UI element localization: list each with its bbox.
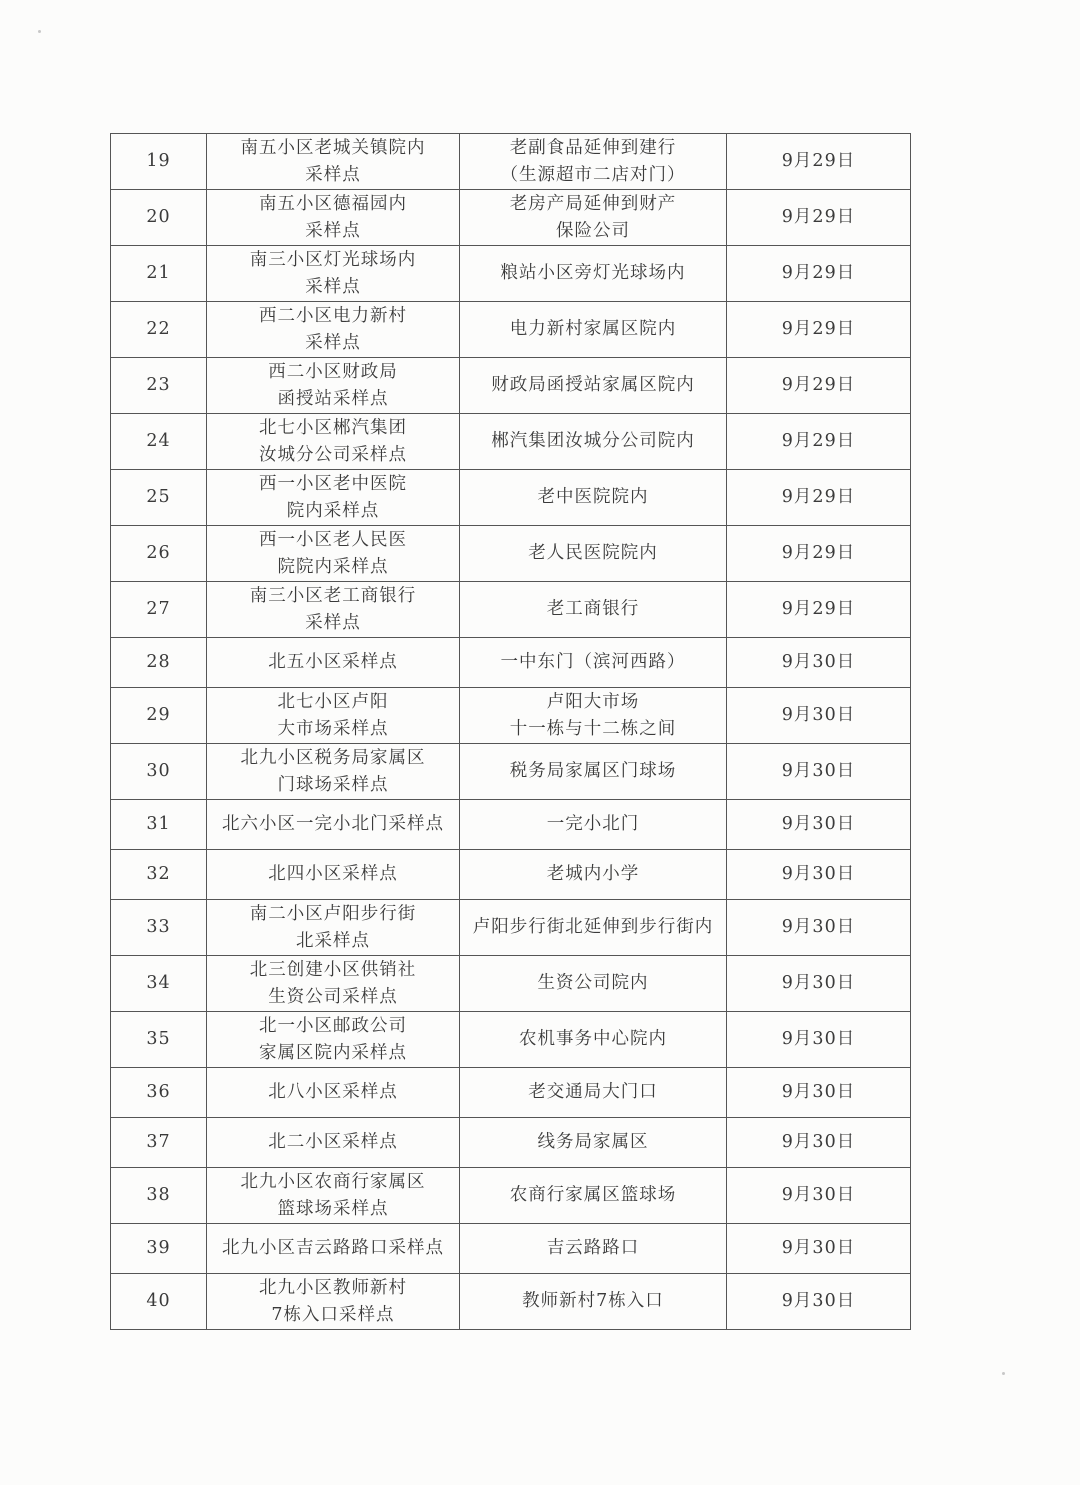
site-location-cell	[460, 582, 727, 638]
site-location-line: （生源超市二店对门）	[500, 164, 686, 185]
row-number: 33	[111, 900, 207, 956]
site-name-line: 北七小区郴汽集团	[259, 417, 407, 438]
site-name-line: 西一小区老人民医	[259, 529, 407, 550]
site-name-line: 北九小区税务局家属区	[240, 747, 426, 768]
site-location-line: 老房产局延伸到财产	[509, 193, 677, 214]
site-location-line: 粮站小区旁灯光球场内	[500, 263, 686, 283]
site-location-line: 吉云路路口	[546, 1238, 640, 1258]
sampling-date: 9月29日	[727, 302, 911, 358]
site-name-line: 南五小区老城关镇院内	[240, 137, 426, 158]
row-number: 38	[111, 1168, 207, 1224]
row-number: 27	[111, 582, 207, 638]
site-name-cell	[207, 900, 460, 956]
site-name-line: 北七小区卢阳	[277, 691, 389, 712]
site-location-line: 老交通局大门口	[528, 1082, 658, 1102]
site-location-cell	[460, 688, 727, 744]
site-location-cell	[460, 470, 727, 526]
site-location-line: 老城内小学	[546, 864, 640, 884]
table-row	[111, 1274, 911, 1330]
site-name-line: 西一小区老中医院	[259, 473, 407, 494]
site-name-cell	[207, 1012, 460, 1068]
site-name-cell	[207, 526, 460, 582]
site-location-cell	[460, 638, 727, 688]
site-name-line: 南三小区灯光球场内	[249, 249, 417, 270]
site-name-line: 北五小区采样点	[268, 652, 398, 672]
sampling-date: 9月30日	[727, 900, 911, 956]
site-name-line: 南三小区老工商银行	[249, 585, 417, 606]
table-body	[111, 134, 911, 1330]
site-name-line: 西二小区电力新村	[259, 305, 407, 326]
site-location-line: 郴汽集团汝城分公司院内	[491, 431, 695, 451]
site-location-line: 财政局函授站家属区院内	[491, 375, 695, 395]
site-location-cell	[460, 1068, 727, 1118]
site-location-cell	[460, 850, 727, 900]
row-number: 36	[111, 1068, 207, 1118]
row-number: 37	[111, 1118, 207, 1168]
site-name-line: 采样点	[305, 164, 361, 185]
sampling-date: 9月30日	[727, 800, 911, 850]
site-location-line: 税务局家属区门球场	[509, 761, 677, 781]
site-name-cell	[207, 470, 460, 526]
site-location-line: 老副食品延伸到建行	[509, 137, 677, 158]
sampling-date: 9月30日	[727, 1012, 911, 1068]
sampling-date: 9月30日	[727, 850, 911, 900]
row-number: 26	[111, 526, 207, 582]
site-name-cell	[207, 688, 460, 744]
site-name-line: 西二小区财政局	[268, 361, 398, 382]
site-name-line: 北四小区采样点	[268, 864, 398, 884]
site-location-line: 生资公司院内	[537, 973, 649, 993]
sampling-date: 9月30日	[727, 1274, 911, 1330]
site-location-cell	[460, 246, 727, 302]
site-location-cell	[460, 1118, 727, 1168]
table-row	[111, 744, 911, 800]
row-number: 29	[111, 688, 207, 744]
site-location-line: 老中医院院内	[537, 487, 649, 507]
site-name-line: 北九小区教师新村	[259, 1277, 407, 1298]
site-name-line: 北二小区采样点	[268, 1132, 398, 1152]
site-name-cell	[207, 134, 460, 190]
site-name-cell	[207, 800, 460, 850]
site-location-cell	[460, 302, 727, 358]
site-location-cell	[460, 900, 727, 956]
table-row	[111, 246, 911, 302]
sampling-date: 9月30日	[727, 1168, 911, 1224]
row-number: 32	[111, 850, 207, 900]
sampling-date: 9月29日	[727, 582, 911, 638]
site-location-line: 老工商银行	[546, 599, 640, 619]
sampling-date: 9月30日	[727, 744, 911, 800]
row-number: 24	[111, 414, 207, 470]
row-number: 23	[111, 358, 207, 414]
table-row	[111, 358, 911, 414]
site-location-cell	[460, 414, 727, 470]
table-row	[111, 134, 911, 190]
site-name-line: 采样点	[305, 220, 361, 241]
row-number: 30	[111, 744, 207, 800]
site-name-line: 北采样点	[296, 930, 370, 951]
sampling-date: 9月30日	[727, 688, 911, 744]
row-number: 28	[111, 638, 207, 688]
site-location-line: 卢阳步行街北延伸到步行街内	[472, 917, 714, 937]
site-name-line: 采样点	[305, 332, 361, 353]
site-name-cell	[207, 414, 460, 470]
sampling-date: 9月29日	[727, 190, 911, 246]
site-name-line: 门球场采样点	[277, 774, 389, 795]
site-location-cell	[460, 800, 727, 850]
row-number: 31	[111, 800, 207, 850]
site-name-line: 北八小区采样点	[268, 1082, 398, 1102]
table-row	[111, 470, 911, 526]
site-name-cell	[207, 744, 460, 800]
site-location-cell	[460, 358, 727, 414]
sampling-date: 9月29日	[727, 414, 911, 470]
site-name-line: 采样点	[305, 612, 361, 633]
row-number: 20	[111, 190, 207, 246]
site-name-cell	[207, 1068, 460, 1118]
site-location-cell	[460, 1224, 727, 1274]
site-location-line: 农机事务中心院内	[519, 1029, 667, 1049]
table-row	[111, 1168, 911, 1224]
scan-speck	[1002, 1372, 1005, 1375]
row-number: 22	[111, 302, 207, 358]
site-name-line: 北九小区农商行家属区	[240, 1171, 426, 1192]
site-name-line: 采样点	[305, 276, 361, 297]
table-row	[111, 1118, 911, 1168]
sampling-date: 9月29日	[727, 470, 911, 526]
site-name-cell	[207, 1118, 460, 1168]
site-name-cell	[207, 246, 460, 302]
site-location-cell	[460, 526, 727, 582]
site-name-line: 北三创建小区供销社	[249, 959, 417, 980]
site-name-line: 南五小区德福园内	[259, 193, 407, 214]
site-name-line: 北一小区邮政公司	[259, 1015, 407, 1036]
sampling-date: 9月30日	[727, 1224, 911, 1274]
sampling-date: 9月30日	[727, 1068, 911, 1118]
table-row	[111, 850, 911, 900]
site-name-line: 北六小区一完小北门采样点	[222, 814, 444, 834]
site-name-line: 7栋入口采样点	[271, 1304, 395, 1325]
site-location-line: 教师新村7栋入口	[522, 1291, 664, 1311]
site-name-line: 篮球场采样点	[277, 1198, 389, 1219]
table-row	[111, 302, 911, 358]
table-row	[111, 688, 911, 744]
site-name-line: 大市场采样点	[277, 718, 389, 739]
table-row	[111, 1224, 911, 1274]
table-row	[111, 956, 911, 1012]
site-name-line: 院内采样点	[286, 500, 380, 521]
table-row	[111, 1012, 911, 1068]
sampling-date: 9月30日	[727, 956, 911, 1012]
site-location-line: 农商行家属区篮球场	[509, 1185, 677, 1205]
table-row	[111, 800, 911, 850]
table-row	[111, 1068, 911, 1118]
site-location-cell	[460, 134, 727, 190]
sampling-date: 9月30日	[727, 638, 911, 688]
site-name-cell	[207, 1168, 460, 1224]
site-location-line: 一完小北门	[546, 814, 640, 834]
table-row	[111, 900, 911, 956]
site-location-line: 线务局家属区	[537, 1132, 649, 1152]
row-number: 39	[111, 1224, 207, 1274]
site-name-line: 院院内采样点	[277, 556, 389, 577]
site-location-cell	[460, 956, 727, 1012]
sampling-date: 9月29日	[727, 358, 911, 414]
site-name-line: 生资公司采样点	[268, 986, 398, 1007]
row-number: 35	[111, 1012, 207, 1068]
site-location-cell	[460, 1168, 727, 1224]
site-name-line: 函授站采样点	[277, 388, 389, 409]
scan-speck	[38, 30, 41, 33]
site-name-cell	[207, 358, 460, 414]
site-name-cell	[207, 190, 460, 246]
sampling-date: 9月29日	[727, 526, 911, 582]
site-name-cell	[207, 850, 460, 900]
site-location-cell	[460, 190, 727, 246]
sampling-site-table	[110, 133, 911, 1330]
row-number: 19	[111, 134, 207, 190]
site-name-cell	[207, 302, 460, 358]
site-location-line: 卢阳大市场	[546, 691, 640, 712]
table-row	[111, 414, 911, 470]
site-name-cell	[207, 956, 460, 1012]
site-location-line: 一中东门（滨河西路）	[500, 652, 686, 672]
table-row	[111, 582, 911, 638]
site-location-line: 电力新村家属区院内	[509, 319, 677, 339]
site-name-line: 家属区院内采样点	[259, 1042, 407, 1063]
site-name-cell	[207, 582, 460, 638]
sampling-date: 9月29日	[727, 134, 911, 190]
site-location-line: 老人民医院院内	[528, 543, 658, 563]
site-name-line: 南二小区卢阳步行街	[249, 903, 417, 924]
site-location-line: 十一栋与十二栋之间	[509, 718, 677, 739]
sampling-date: 9月30日	[727, 1118, 911, 1168]
row-number: 25	[111, 470, 207, 526]
site-location-cell	[460, 1012, 727, 1068]
table-row	[111, 638, 911, 688]
row-number: 34	[111, 956, 207, 1012]
row-number: 40	[111, 1274, 207, 1330]
site-name-line: 汝城分公司采样点	[259, 444, 407, 465]
site-location-cell	[460, 1274, 727, 1330]
table-row	[111, 526, 911, 582]
site-location-cell	[460, 744, 727, 800]
sampling-date: 9月29日	[727, 246, 911, 302]
site-name-cell	[207, 1274, 460, 1330]
site-name-cell	[207, 638, 460, 688]
site-name-line: 北九小区吉云路路口采样点	[222, 1238, 444, 1258]
site-name-cell	[207, 1224, 460, 1274]
table-row	[111, 190, 911, 246]
site-location-line: 保险公司	[556, 220, 630, 241]
row-number: 21	[111, 246, 207, 302]
